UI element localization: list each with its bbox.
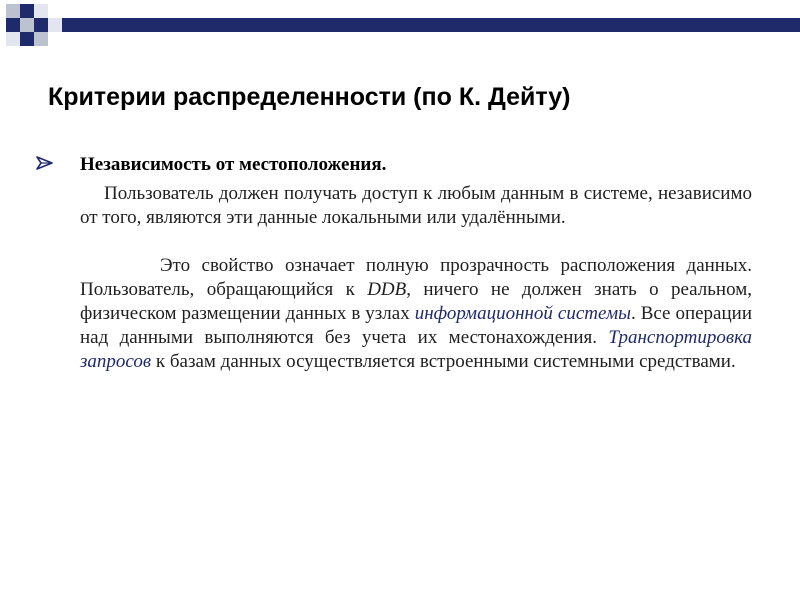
decor-square	[6, 18, 20, 32]
decor-square	[34, 32, 48, 46]
decor-square	[34, 18, 48, 32]
arrow-bullet-icon	[36, 156, 66, 174]
decor-square	[20, 18, 34, 32]
bullet-heading: Независимость от местоположения.	[80, 154, 387, 175]
paragraph-2-text: Это свойство означает полную прозрачность расположения данных. Пользователь, обращающийся к	[80, 255, 752, 300]
paragraph-1: Пользователь должен получать доступ к любым данным в системе, независимо от того, являются эти данные локальными или удалёнными.	[80, 183, 752, 228]
slide-decoration	[0, 0, 800, 60]
query-transport-link[interactable]: Транспортировка запросов	[80, 327, 752, 372]
slide-title: Критерии распределенности (по К. Дейту)	[48, 83, 571, 111]
information-system-link[interactable]: информационной системы	[414, 303, 631, 324]
header-bar	[62, 18, 800, 32]
decor-square	[20, 32, 34, 46]
decor-square	[48, 18, 62, 32]
decor-square	[6, 4, 20, 18]
decor-square	[34, 4, 48, 18]
paragraph-2	[80, 254, 752, 374]
ddb-term: DDB	[367, 279, 407, 300]
paragraph-2-text: к базам данных осуществляется встроенными системными средствами.	[151, 351, 736, 372]
paragraph-2-text: . Все операции над данными выполняются без учета их местонахождения.	[80, 303, 752, 348]
decor-square	[20, 4, 34, 18]
decor-square	[6, 32, 20, 46]
paragraph-2-text: , ничего не должен знать о реальном, физическом размещении данных в узлах	[80, 279, 752, 324]
